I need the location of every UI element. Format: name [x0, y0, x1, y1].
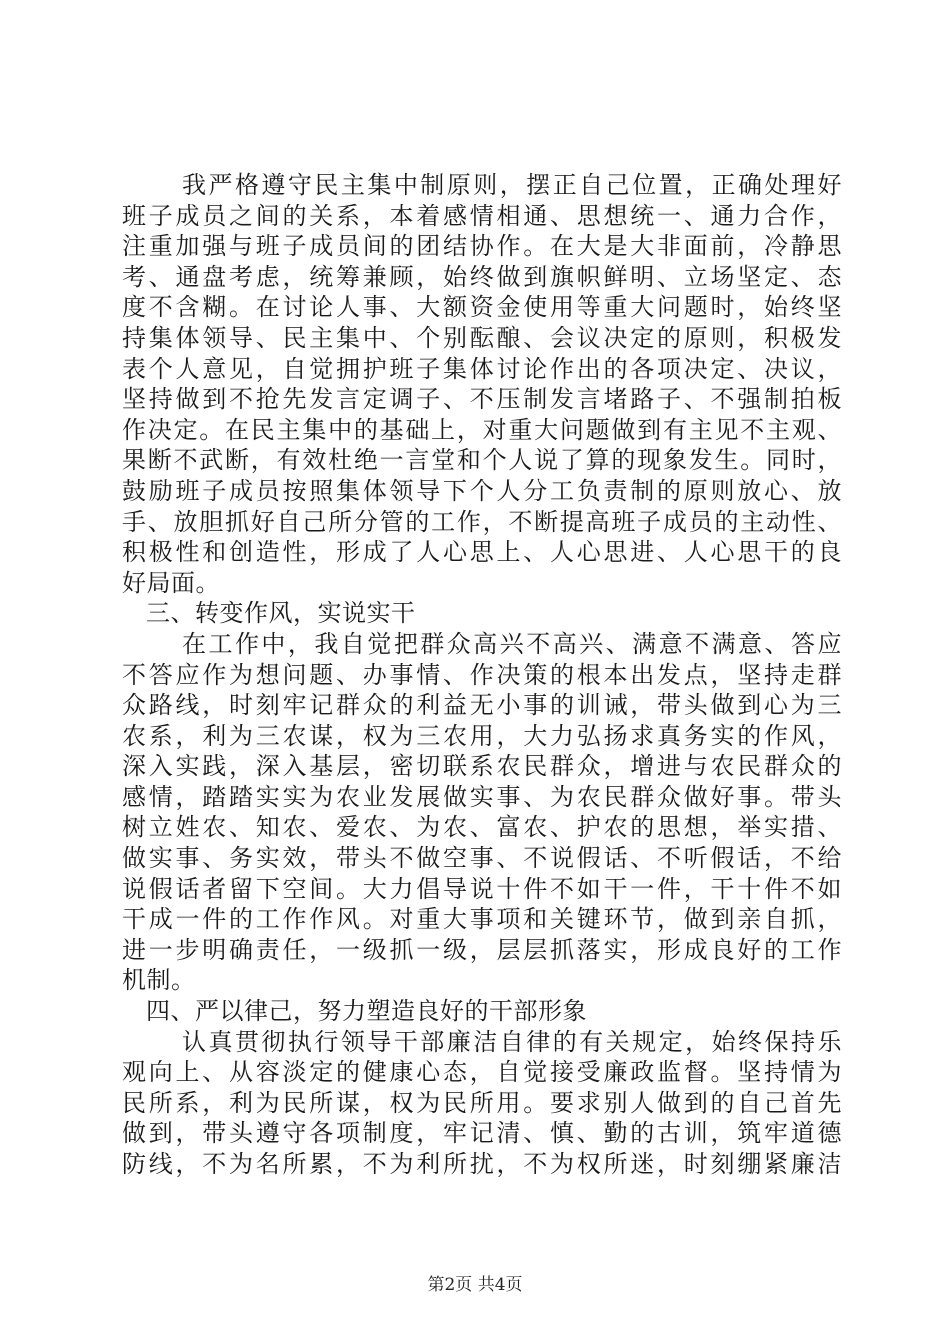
paragraph-line: 树立姓农、知农、爱农、为农、富农、护农的思想，举实措、	[122, 813, 842, 842]
paragraph-line: 干成一件的工作作风。对重大事项和关键环节，做到亲自抓，	[122, 905, 842, 934]
paragraph-line: 机制。	[122, 966, 196, 995]
paragraph-line: 好局面。	[122, 568, 220, 597]
paragraph-line: 注重加强与班子成员间的团结协作。在大是大非面前，冷静思	[122, 232, 842, 261]
body-text	[122, 170, 842, 1180]
paragraph-line: 在工作中，我自觉把群众高兴不高兴、满意不满意、答应	[182, 629, 842, 658]
paragraph-line: 积极性和创造性，形成了人心思上、人心思进、人心思干的良	[122, 538, 842, 567]
paragraph-line: 深入实践，深入基层，密切联系农民群众，增进与农民群众的	[122, 752, 842, 781]
paragraph-line: 防线，不为名所累，不为利所扰，不为权所迷，时刻绷紧廉洁	[122, 1150, 842, 1178]
paragraph-line: 观向上、从容淡定的健康心态，自觉接受廉政监督。坚持情为	[122, 1058, 842, 1087]
paragraph-line: 作决定。在民主集中的基础上，对重大问题做到有主见不主观、	[122, 415, 842, 444]
paragraph-line: 做实事、务实效，带头不做空事、不说假话、不听假话，不给	[122, 844, 842, 873]
paragraph-line: 果断不武断，有效杜绝一言堂和个人说了算的现象发生。同时，	[122, 446, 842, 475]
page-footer: 第2页 共4页	[427, 1275, 523, 1295]
paragraph-line: 持集体领导、民主集中、个别酝酿、会议决定的原则，积极发	[122, 323, 842, 352]
paragraph-line: 感情，踏踏实实为农业发展做实事、为农民群众做好事。带头	[122, 782, 842, 811]
paragraph-line: 做到，带头遵守各项制度，牢记清、慎、勤的古训，筑牢道德	[122, 1119, 842, 1148]
section-heading: 三、转变作风，实说实干	[146, 599, 416, 628]
paragraph-line: 认真贯彻执行领导干部廉洁自律的有关规定，始终保持乐	[182, 1027, 842, 1056]
paragraph-line: 民所系，利为民所谋，权为民所用。要求别人做到的自己首先	[122, 1088, 842, 1117]
section-heading: 四、严以律己，努力塑造良好的干部形象	[146, 997, 587, 1026]
paragraph-line: 进一步明确责任，一级抓一级，层层抓落实，形成良好的工作	[122, 935, 842, 964]
paragraph-line: 不答应作为想问题、办事情、作决策的根本出发点，坚持走群	[122, 660, 842, 689]
paragraph-line: 表个人意见，自觉拥护班子集体讨论作出的各项决定、决议，	[122, 354, 842, 383]
paragraph-line: 说假话者留下空间。大力倡导说十件不如干一件，干十件不如	[122, 874, 842, 903]
paragraph-line: 众路线，时刻牢记群众的利益无小事的训诫，带头做到心为三	[122, 691, 842, 720]
paragraph-line: 坚持做到不抢先发言定调子、不压制发言堵路子、不强制拍板	[122, 385, 842, 414]
paragraph-line: 度不含糊。在讨论人事、大额资金使用等重大问题时，始终坚	[122, 293, 842, 322]
paragraph-line: 手、放胆抓好自己所分管的工作，不断提高班子成员的主动性、	[122, 507, 842, 536]
paragraph-line: 考、通盘考虑，统筹兼顾，始终做到旗帜鲜明、立场坚定、态	[122, 262, 842, 291]
paragraph-line: 鼓励班子成员按照集体领导下个人分工负责制的原则放心、放	[122, 476, 842, 505]
paragraph-line: 我严格遵守民主集中制原则，摆正自己位置，正确处理好	[182, 171, 842, 199]
paragraph-line: 农系，利为三农谋，权为三农用，大力弘扬求真务实的作风，	[122, 721, 842, 750]
paragraph-line: 班子成员之间的关系，本着感情相通、思想统一、通力合作，	[122, 201, 842, 230]
